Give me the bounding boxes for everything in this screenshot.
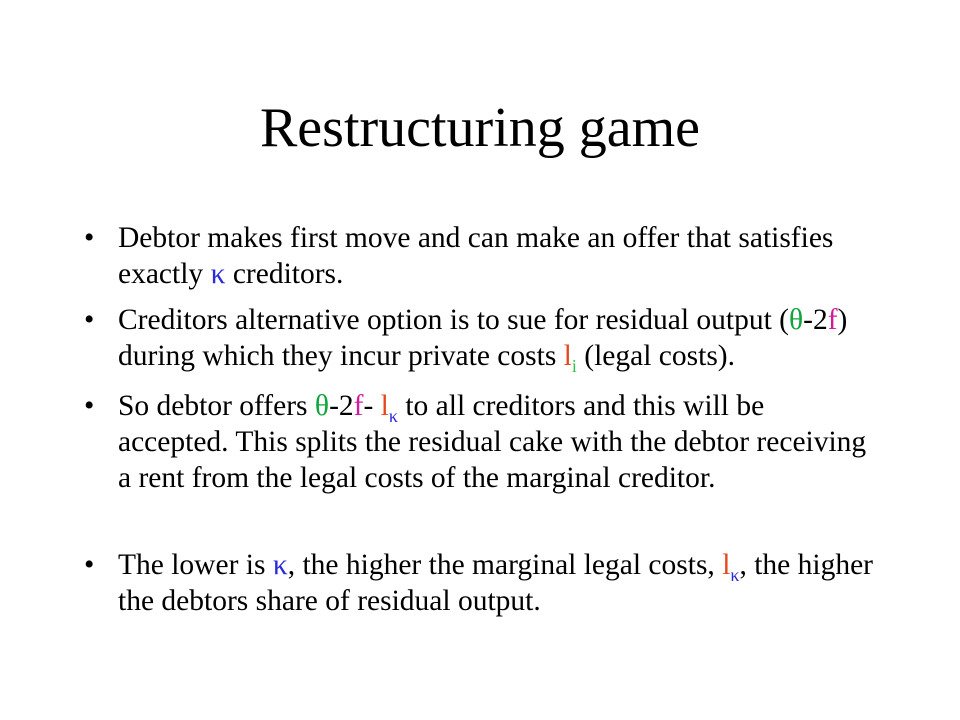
symbol-subscript: i xyxy=(571,356,577,376)
text-run: The lower is xyxy=(118,549,273,581)
math-symbol: f xyxy=(827,304,838,336)
bullet-text xyxy=(118,302,874,374)
bullet-item xyxy=(84,220,874,292)
bullet-text xyxy=(118,388,874,496)
math-symbol: κ xyxy=(272,549,288,581)
text-run: Creditors alternative option is to sue for residual output ( xyxy=(118,304,789,336)
bullet-item xyxy=(84,302,874,374)
math-symbol: l xyxy=(563,340,572,372)
bullet-text xyxy=(118,220,874,292)
bullet-marker: • xyxy=(84,549,95,581)
math-symbol: l xyxy=(380,390,389,422)
text-run: ) during which they incur private costs xyxy=(118,304,848,372)
bullet-marker: • xyxy=(84,390,95,422)
text-run: - xyxy=(363,390,381,422)
text-run: (legal costs). xyxy=(576,340,735,372)
bullet-item xyxy=(84,388,874,496)
text-run: , the higher the debtors share of residual output. xyxy=(118,549,873,617)
math-symbol: κ xyxy=(210,258,226,290)
bullet-marker: • xyxy=(84,222,95,254)
text-run: , the higher the marginal legal costs, xyxy=(287,549,723,581)
text-run: creditors. xyxy=(225,258,344,290)
bullet-marker: • xyxy=(84,304,95,336)
slide-title: Restructuring game xyxy=(259,97,701,159)
text-run: to all creditors and this will be accepted. This splits the residual cake with the debtor receiving a rent from the legal costs of the marginal creditor. xyxy=(118,390,867,494)
bullet-item xyxy=(84,547,874,619)
symbol-subscript: κ xyxy=(388,406,398,426)
math-symbol: f xyxy=(353,390,364,422)
math-symbol: θ xyxy=(314,390,330,422)
bullet-text xyxy=(118,547,874,619)
text-run: -2 xyxy=(329,390,354,422)
text-run: Debtor makes first move and can make an offer that satisfies exactly xyxy=(118,222,834,290)
math-symbol: θ xyxy=(788,304,804,336)
text-run: So debtor offers xyxy=(118,390,315,422)
symbol-subscript: κ xyxy=(730,565,740,585)
math-symbol: l xyxy=(722,549,731,581)
text-run: -2 xyxy=(803,304,828,336)
